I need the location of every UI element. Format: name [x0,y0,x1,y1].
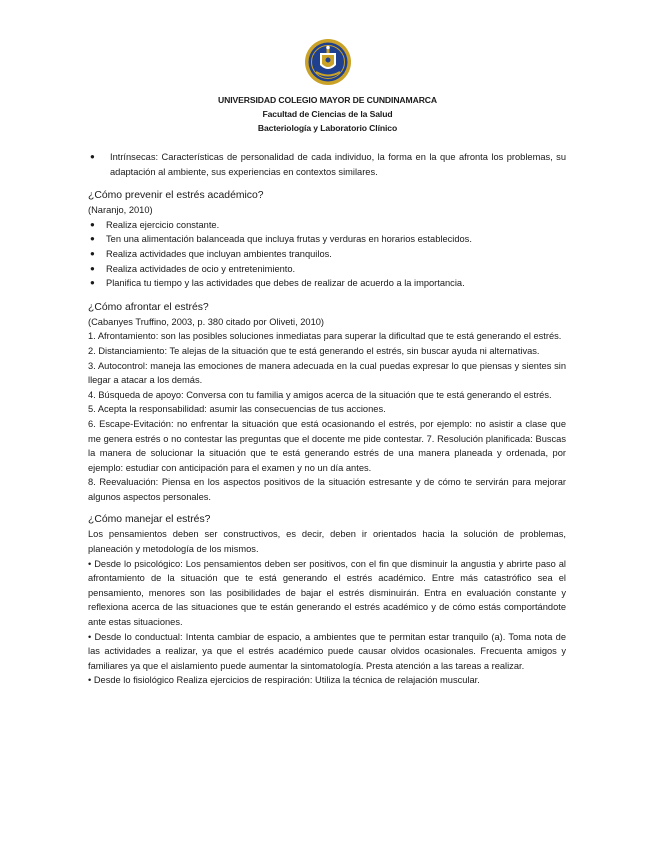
university-name: UNIVERSIDAD COLEGIO MAYOR DE CUNDINAMARCA [217,95,438,105]
prevent-item [88,262,566,277]
intro-bullet [88,150,566,179]
cope-item: 4. Búsqueda de apoyo: Conversa con tu familia y amigos acerca de la situación que te está generando el estrés. [88,389,552,400]
prevent-item [88,247,566,262]
manage-item: • Desde lo conductual: Intenta cambiar de espacio, a ambientes que te permitan estar tranquilo (a). Toma nota de las actividades a realizar, ya que el estrés académico puede causar olvidos ocasionales. Frecuenta amigos y familiares ya que el aislamiento puede aumentar la sintomatología. Presta atención a las tareas a realizar. [88,631,566,671]
program-name: Bacteriología y Laboratorio Clínico [257,123,398,133]
prevent-heading: ¿Cómo prevenir el estrés académico? [88,190,264,202]
bullet-icon: ● [90,152,95,161]
university-seal-icon [304,38,352,86]
bullet-icon: ● [90,263,95,273]
prevent-item [88,232,566,247]
prevent-item-text: Planifica tu tiempo y las actividades que debes de realizar de acuerdo a la importancia. [106,278,465,289]
prevent-citation: (Naranjo, 2010) [88,205,153,216]
cope-item: 8. Reevaluación: Piensa en los aspectos positivos de la situación estresante y de cómo te servirán para mejorar algunos aspectos personales. [88,477,566,502]
prevent-item [88,276,566,291]
manage-item: • Desde lo fisiológico Realiza ejercicios de respiración: Utiliza la técnica de relajación muscular. [88,675,480,686]
cope-item: 6. Escape-Evitación: no enfrentar la situación que está ocasionando el estrés, por ejemplo: no asistir a clase que me genera estrés o no contestar las preguntas que el docente me pide contestar. 7. Resolución planificada: Buscas la manera de solucionar la situación que te está generando estrés de una manera planeada y ordenada, por ejemplo: estudiar con anticipación para el examen y no un día antes. [88,418,566,473]
bullet-icon: ● [90,219,95,229]
prevent-item-text: Ten una alimentación balanceada que incluya frutas y verduras en horarios establecidos. [106,234,472,245]
intro-bullet-text: Intrínsecas: Características de personalidad de cada individuo, la forma en la que afronta los problemas, su adaptación al ambiente, sus experiencias en contextos similares. [110,152,566,177]
prevent-item-text: Realiza actividades que incluyan ambientes tranquilos. [106,248,332,259]
manage-item: • Desde lo psicológico: Los pensamientos deben ser positivos, con el fin que disminuir la angustia y abrirte paso al afrontamiento de la situación que te está generando el estrés académico. Entre más catastrófico sea el pensamiento, menores son las posibilidades de bajar el estrés disminuirán. Entra en evaluación constante y reflexiona acerca de las situaciones que te están generando el estrés académico y de cómo estás comportándote ante estas situaciones. [88,558,566,628]
cope-heading: ¿Cómo afrontar el estrés? [88,301,209,313]
manage-intro: Los pensamientos deben ser constructivos, es decir, deben ir orientados hacia la solución de problemas, planeación y metodología de los mismos. [88,529,566,555]
cope-item: 1. Afrontamiento: son las posibles soluciones inmediatas para superar la dificultad que te está generando el estrés. [88,331,562,342]
document-header [0,93,655,135]
manage-heading: ¿Cómo manejar el estrés? [88,514,211,526]
bullet-icon: ● [90,234,95,244]
prevent-item-text: Realiza actividades de ocio y entretenimiento. [106,263,296,274]
cope-item: 5. Acepta la responsabilidad: asumir las consecuencias de tus acciones. [88,404,386,415]
prevent-item [88,218,566,233]
document-body [88,150,566,688]
prevent-item-text: Realiza ejercicio constante. [106,219,220,230]
cope-item: 2. Distanciamiento: Te alejas de la situación que te está generando el estrés, sin buscar ayuda ni alternativas. [88,345,540,356]
cope-item: 3. Autocontrol: maneja las emociones de manera adecuada en la cual puedas expresar lo que piensas y sientes sin llegar a atacar a los demás. [88,360,566,386]
faculty-name: Facultad de Ciencias de la Salud [262,109,393,119]
bullet-icon: ● [90,278,95,288]
bullet-icon: ● [90,248,95,258]
cope-citation: (Cabanyes Truffino, 2003, p. 380 citado por Oliveti, 2010) [88,316,325,327]
